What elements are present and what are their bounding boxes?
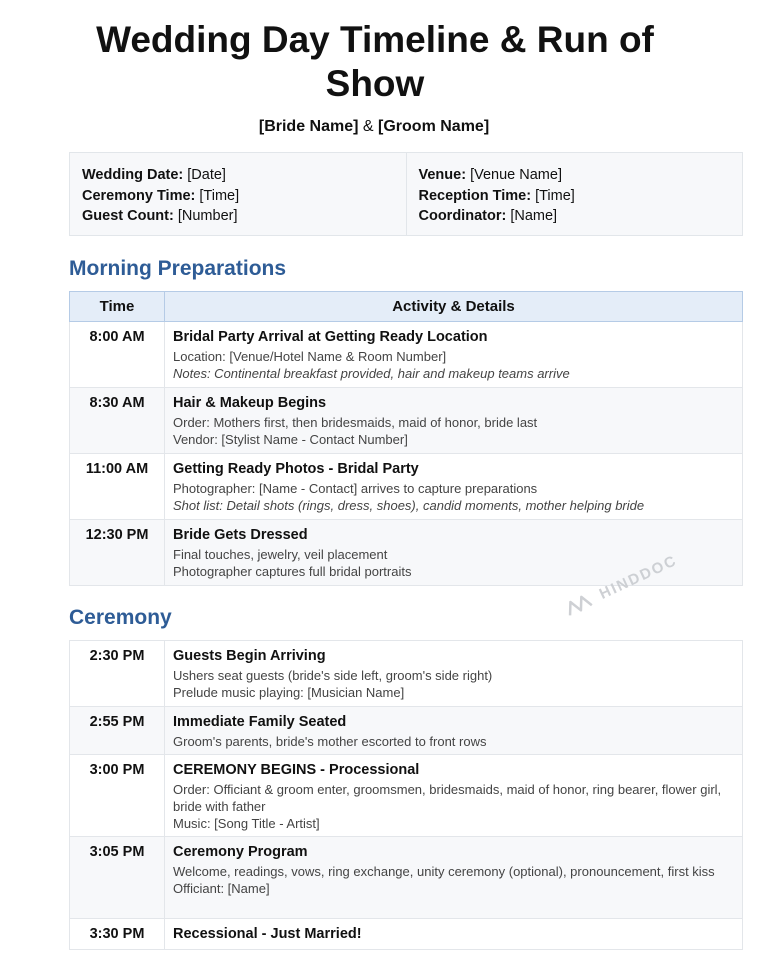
activity-title: Bridal Party Arrival at Getting Ready Location xyxy=(173,329,488,345)
info-column-right xyxy=(406,153,743,235)
activity-detail: Photographer: [Name - Contact] arrives to capture preparations xyxy=(173,481,538,496)
info-label: Venue: xyxy=(418,167,467,183)
info-label: Coordinator: xyxy=(418,208,507,224)
table-row xyxy=(70,322,743,388)
row-time: 2:55 PM xyxy=(70,707,165,755)
row-activity xyxy=(165,837,743,919)
table-row xyxy=(70,641,743,707)
activity-detail: Groom's parents, bride's mother escorted to front rows xyxy=(173,734,487,749)
activity-title: Hair & Makeup Begins xyxy=(173,395,327,411)
activity-title: Guests Begin Arriving xyxy=(173,648,326,664)
table-row xyxy=(70,919,743,950)
row-activity xyxy=(165,454,743,520)
bride-name: [Bride Name] xyxy=(258,118,359,135)
row-activity xyxy=(165,322,743,388)
info-value: [Name] xyxy=(510,208,558,224)
activity-title: Getting Ready Photos - Bridal Party xyxy=(173,461,419,477)
groom-name: [Groom Name] xyxy=(378,118,490,135)
row-time: 8:30 AM xyxy=(70,388,165,454)
info-label: Wedding Date: xyxy=(82,167,184,183)
info-ceremony-time xyxy=(82,186,394,207)
activity-detail: Ushers seat guests (bride's side left, groom's side right) xyxy=(173,668,493,683)
activity-detail: Order: Mothers first, then bridesmaids, maid of honor, bride last xyxy=(173,415,538,430)
activity-detail: Final touches, jewelry, veil placement xyxy=(173,547,388,562)
section-heading-morning: Morning Preparations xyxy=(69,257,287,280)
info-value: [Venue Name] xyxy=(470,167,562,183)
row-time: 11:00 AM xyxy=(70,454,165,520)
row-activity xyxy=(165,919,743,950)
activity-detail: Vendor: [Stylist Name - Contact Number] xyxy=(173,432,408,447)
info-value: [Time] xyxy=(199,187,240,204)
info-coordinator xyxy=(419,206,731,227)
info-reception-time xyxy=(419,186,731,207)
page-title: Wedding Day Timeline & Run of Show xyxy=(96,19,654,104)
row-time: 12:30 PM xyxy=(70,520,165,586)
table-row xyxy=(70,388,743,454)
couple-names xyxy=(0,117,748,137)
info-guest-count xyxy=(82,206,394,227)
activity-detail: Order: Officiant & groom enter, groomsmen, bridesmaids, maid of honor, ring bearer, flower girl, bride with father xyxy=(173,782,722,814)
row-time: 3:30 PM xyxy=(70,919,165,950)
activity-title: CEREMONY BEGINS - Processional xyxy=(173,762,420,778)
activity-detail: Officiant: [Name] xyxy=(173,881,270,896)
ampersand: & xyxy=(362,118,374,135)
ceremony-timeline-table xyxy=(69,640,743,950)
table-row xyxy=(70,707,743,755)
activity-detail: Location: [Venue/Hotel Name & Room Number] xyxy=(173,349,447,364)
watermark-text: HINDDOC xyxy=(596,551,680,603)
row-activity xyxy=(165,755,743,837)
info-venue xyxy=(419,165,731,186)
wedding-info-box xyxy=(69,152,743,236)
activity-detail: Welcome, readings, vows, ring exchange, unity ceremony (optional), pronouncement, first kiss xyxy=(173,864,715,879)
row-activity xyxy=(165,641,743,707)
morning-timeline-table xyxy=(69,291,743,586)
info-value: [Time] xyxy=(535,187,575,204)
row-time: 8:00 AM xyxy=(70,322,165,388)
activity-detail: Prelude music playing: [Musician Name] xyxy=(173,685,405,700)
activity-title: Bride Gets Dressed xyxy=(173,527,308,543)
table-row xyxy=(70,454,743,520)
section-heading-ceremony: Ceremony xyxy=(69,606,172,629)
info-wedding-date xyxy=(82,165,394,186)
watermark-logo-icon xyxy=(561,587,600,619)
info-label: Guest Count: xyxy=(82,208,174,224)
activity-detail: Photographer captures full bridal portraits xyxy=(173,564,412,579)
info-label: Reception Time: xyxy=(418,187,532,204)
activity-title: Recessional - Just Married! xyxy=(173,926,362,942)
row-time: 3:00 PM xyxy=(70,755,165,837)
activity-title: Immediate Family Seated xyxy=(173,714,347,730)
info-value: [Date] xyxy=(187,167,226,183)
row-activity xyxy=(165,388,743,454)
info-value: [Number] xyxy=(177,208,238,224)
row-activity xyxy=(165,707,743,755)
table-header-row xyxy=(70,292,743,322)
table-row xyxy=(70,755,743,837)
activity-detail: Music: [Song Title - Artist] xyxy=(173,816,320,831)
row-time: 3:05 PM xyxy=(70,837,165,919)
activity-note: Notes: Continental breakfast provided, hair and makeup teams arrive xyxy=(173,366,570,381)
info-column-left xyxy=(70,153,406,235)
header-activity: Activity & Details xyxy=(165,292,743,322)
row-time: 2:30 PM xyxy=(70,641,165,707)
table-row xyxy=(70,837,743,919)
header-time: Time xyxy=(70,292,165,322)
activity-note: Shot list: Detail shots (rings, dress, shoes), candid moments, mother helping bride xyxy=(173,498,645,513)
info-label: Ceremony Time: xyxy=(82,187,196,204)
activity-title: Ceremony Program xyxy=(173,844,308,860)
